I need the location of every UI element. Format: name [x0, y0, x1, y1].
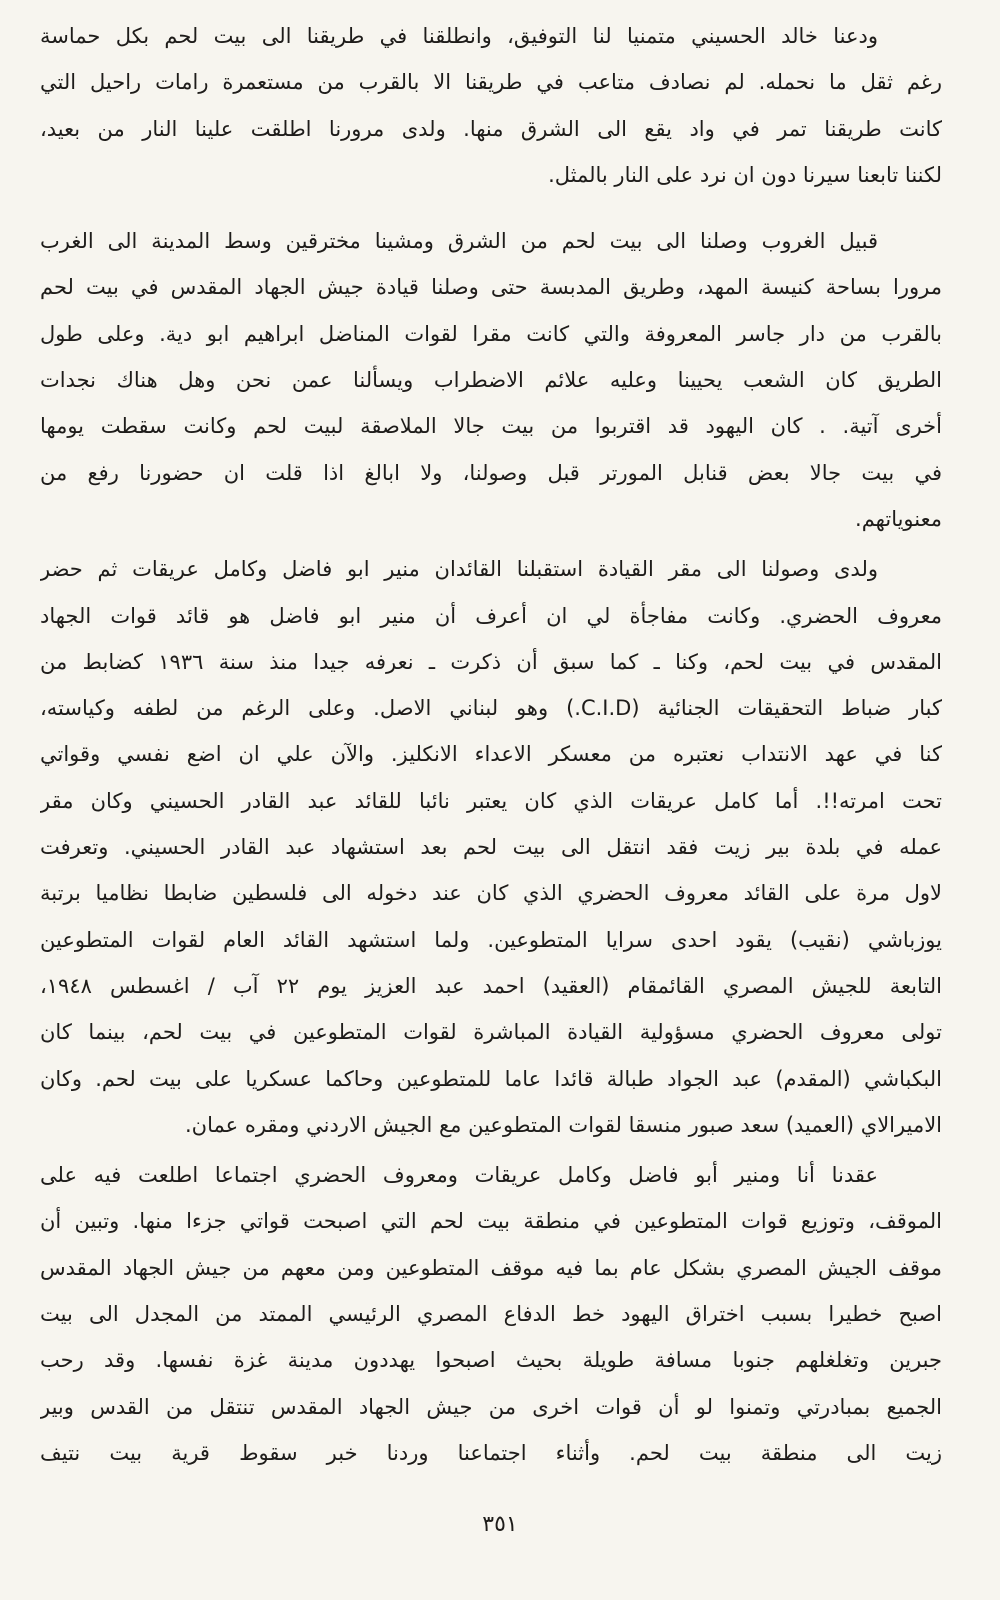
text-line: الطريق كان الشعب يحيينا وعليه علائم الاضطراب ويسألنا عمن نحن وهل هناك نجدات — [40, 368, 942, 393]
text-line: تولى معروف الحضري مسؤولية القيادة المباشرة لقوات المتطوعين في بيت لحم، بينما كان — [40, 1020, 942, 1045]
text-line: الجميع بمبادرتي وتمنوا لو أن قوات اخرى من جيش الجهاد المقدس تنتقل من القدس وبير — [40, 1394, 942, 1419]
text-line: أخرى آتية. . كان اليهود قد اقتربوا من بيت جالا الملاصقة لبيت لحم وكانت سقطت يومها — [40, 414, 942, 439]
text-line: ودعنا خالد الحسيني متمنيا لنا التوفيق، وانطلقنا في طريقنا الى بيت لحم بكل حماسة — [40, 24, 878, 48]
text-line: البكباشي (المقدم) عبد الجواد طبالة قائدا عاما للمتطوعين وحاكما عسكريا على بيت لحم. وكان — [40, 1066, 942, 1091]
text-line: لكننا تابعنا سيرنا دون ان نرد على النار بالمثل. — [548, 162, 942, 187]
text-line: جبرين وتغلغلهم جنوبا مسافة طويلة بحيث اصبحوا يهددون مدينة غزة نفسها. وقد رحب — [40, 1348, 942, 1373]
text-line: بالقرب من دار جاسر المعروفة والتي كانت مقرا لقوات المناضل ابراهيم ابو دية. وعلى طول — [40, 321, 942, 346]
text-line: المقدس في بيت لحم، وكنا ـ كما سبق أن ذكرت ـ نعرفه جيدا منذ سنة ١٩٣٦ كضابط من — [40, 649, 942, 674]
text-line: في بيت جالا بعض قنابل المورتر قبل وصولنا، ولا ابالغ اذا قلت ان حضورنا رفع من — [40, 460, 942, 485]
text-line: لاول مرة على القائد معروف الحضري الذي كان عند دخوله الى فلسطين ضابطا نظاميا برتبة — [40, 881, 942, 906]
text-line: كانت طريقنا تمر في واد يقع الى الشرق منها. ولدى مرورنا اطلقت علينا النار من بعيد، — [40, 116, 942, 141]
text-line: التابعة للجيش المصري القائمقام (العقيد) احمد عبد العزيز يوم ٢٢ آب / اغسطس ١٩٤٨، — [40, 973, 942, 998]
text-line: عقدنا أنا ومنير أبو فاضل وكامل عريقات ومعروف الحضري اجتماعا اطلعت فيه على — [40, 1163, 878, 1188]
text-line: مرورا بساحة كنيسة المهد، وطريق المدبسة حتى وصلنا قيادة جيش الجهاد المقدس في بيت لحم — [40, 275, 942, 300]
text-line: تحت امرته!!. أما كامل عريقات الذي كان يعتبر نائبا للقائد عبد القادر الحسيني وكان مقر — [40, 788, 942, 813]
text-line: كنا في عهد الانتداب نعتبره من معسكر الاعداء الانكليز. والآن علي ان اضع نفسي وقواتي — [40, 742, 942, 767]
text-line: الاميرالاي (العميد) سعد صبور منسقا لقوات المتطوعين مع الجيش الاردني ومقره عمان. — [184, 1112, 942, 1137]
text-line: زيت الى منطقة بيت لحم. وأثناء اجتماعنا وردنا خبر سقوط قرية بيت نتيف — [40, 1440, 942, 1465]
text-line: ولدى وصولنا الى مقر القيادة استقبلنا القائدان منير ابو فاضل وكامل عريقات ثم حضر — [40, 557, 878, 582]
paragraph — [40, 1152, 942, 1476]
text-line: اصبح خطيرا بسبب اختراق اليهود خط الدفاع المصري الرئيسي الممتد من المجدل الى بيت — [40, 1302, 942, 1327]
paragraph — [40, 218, 942, 542]
text-line: موقف الجيش المصري بشكل عام بما فيه موقف المتطوعين ومن معهم من جيش الجهاد المقدس — [40, 1255, 942, 1280]
text-line: الموقف، وتوزيع قوات المتطوعين في منطقة بيت لحم التي اصبحت قواتي جزءا منها. وتبين أن — [40, 1209, 942, 1234]
page-number: ٣٥١ — [482, 1512, 518, 1537]
text-line: معنوياتهم. — [855, 506, 942, 531]
text-line: قبيل الغروب وصلنا الى بيت لحم من الشرق ومشينا مخترقين وسط المدينة الى الغرب — [40, 229, 878, 254]
page-body — [40, 13, 942, 1476]
text-line: رغم ثقل ما نحمله. لم نصادف متاعب في طريقنا الا بالقرب من مستعمرة رامات راحيل التي — [40, 70, 942, 95]
paragraph — [40, 546, 942, 1148]
text-line: عمله في بلدة بير زيت فقد انتقل الى بيت لحم بعد استشهاد عبد القادر الحسيني. وتعرفت — [40, 835, 942, 860]
text-line: معروف الحضري. وكانت مفاجأة لي ان أعرف أن منير ابو فاضل هو قائد قوات الجهاد — [40, 603, 942, 628]
paragraph — [40, 13, 942, 198]
text-line: يوزباشي (نقيب) يقود احدى سرايا المتطوعين. ولما استشهد القائد العام لقوات المتطوعين — [40, 927, 942, 952]
text-line: كبار ضباط التحقيقات الجنائية (C.I.D.) وهو لبناني الاصل. وعلى الرغم من لطفه وكياسته، — [40, 696, 942, 721]
